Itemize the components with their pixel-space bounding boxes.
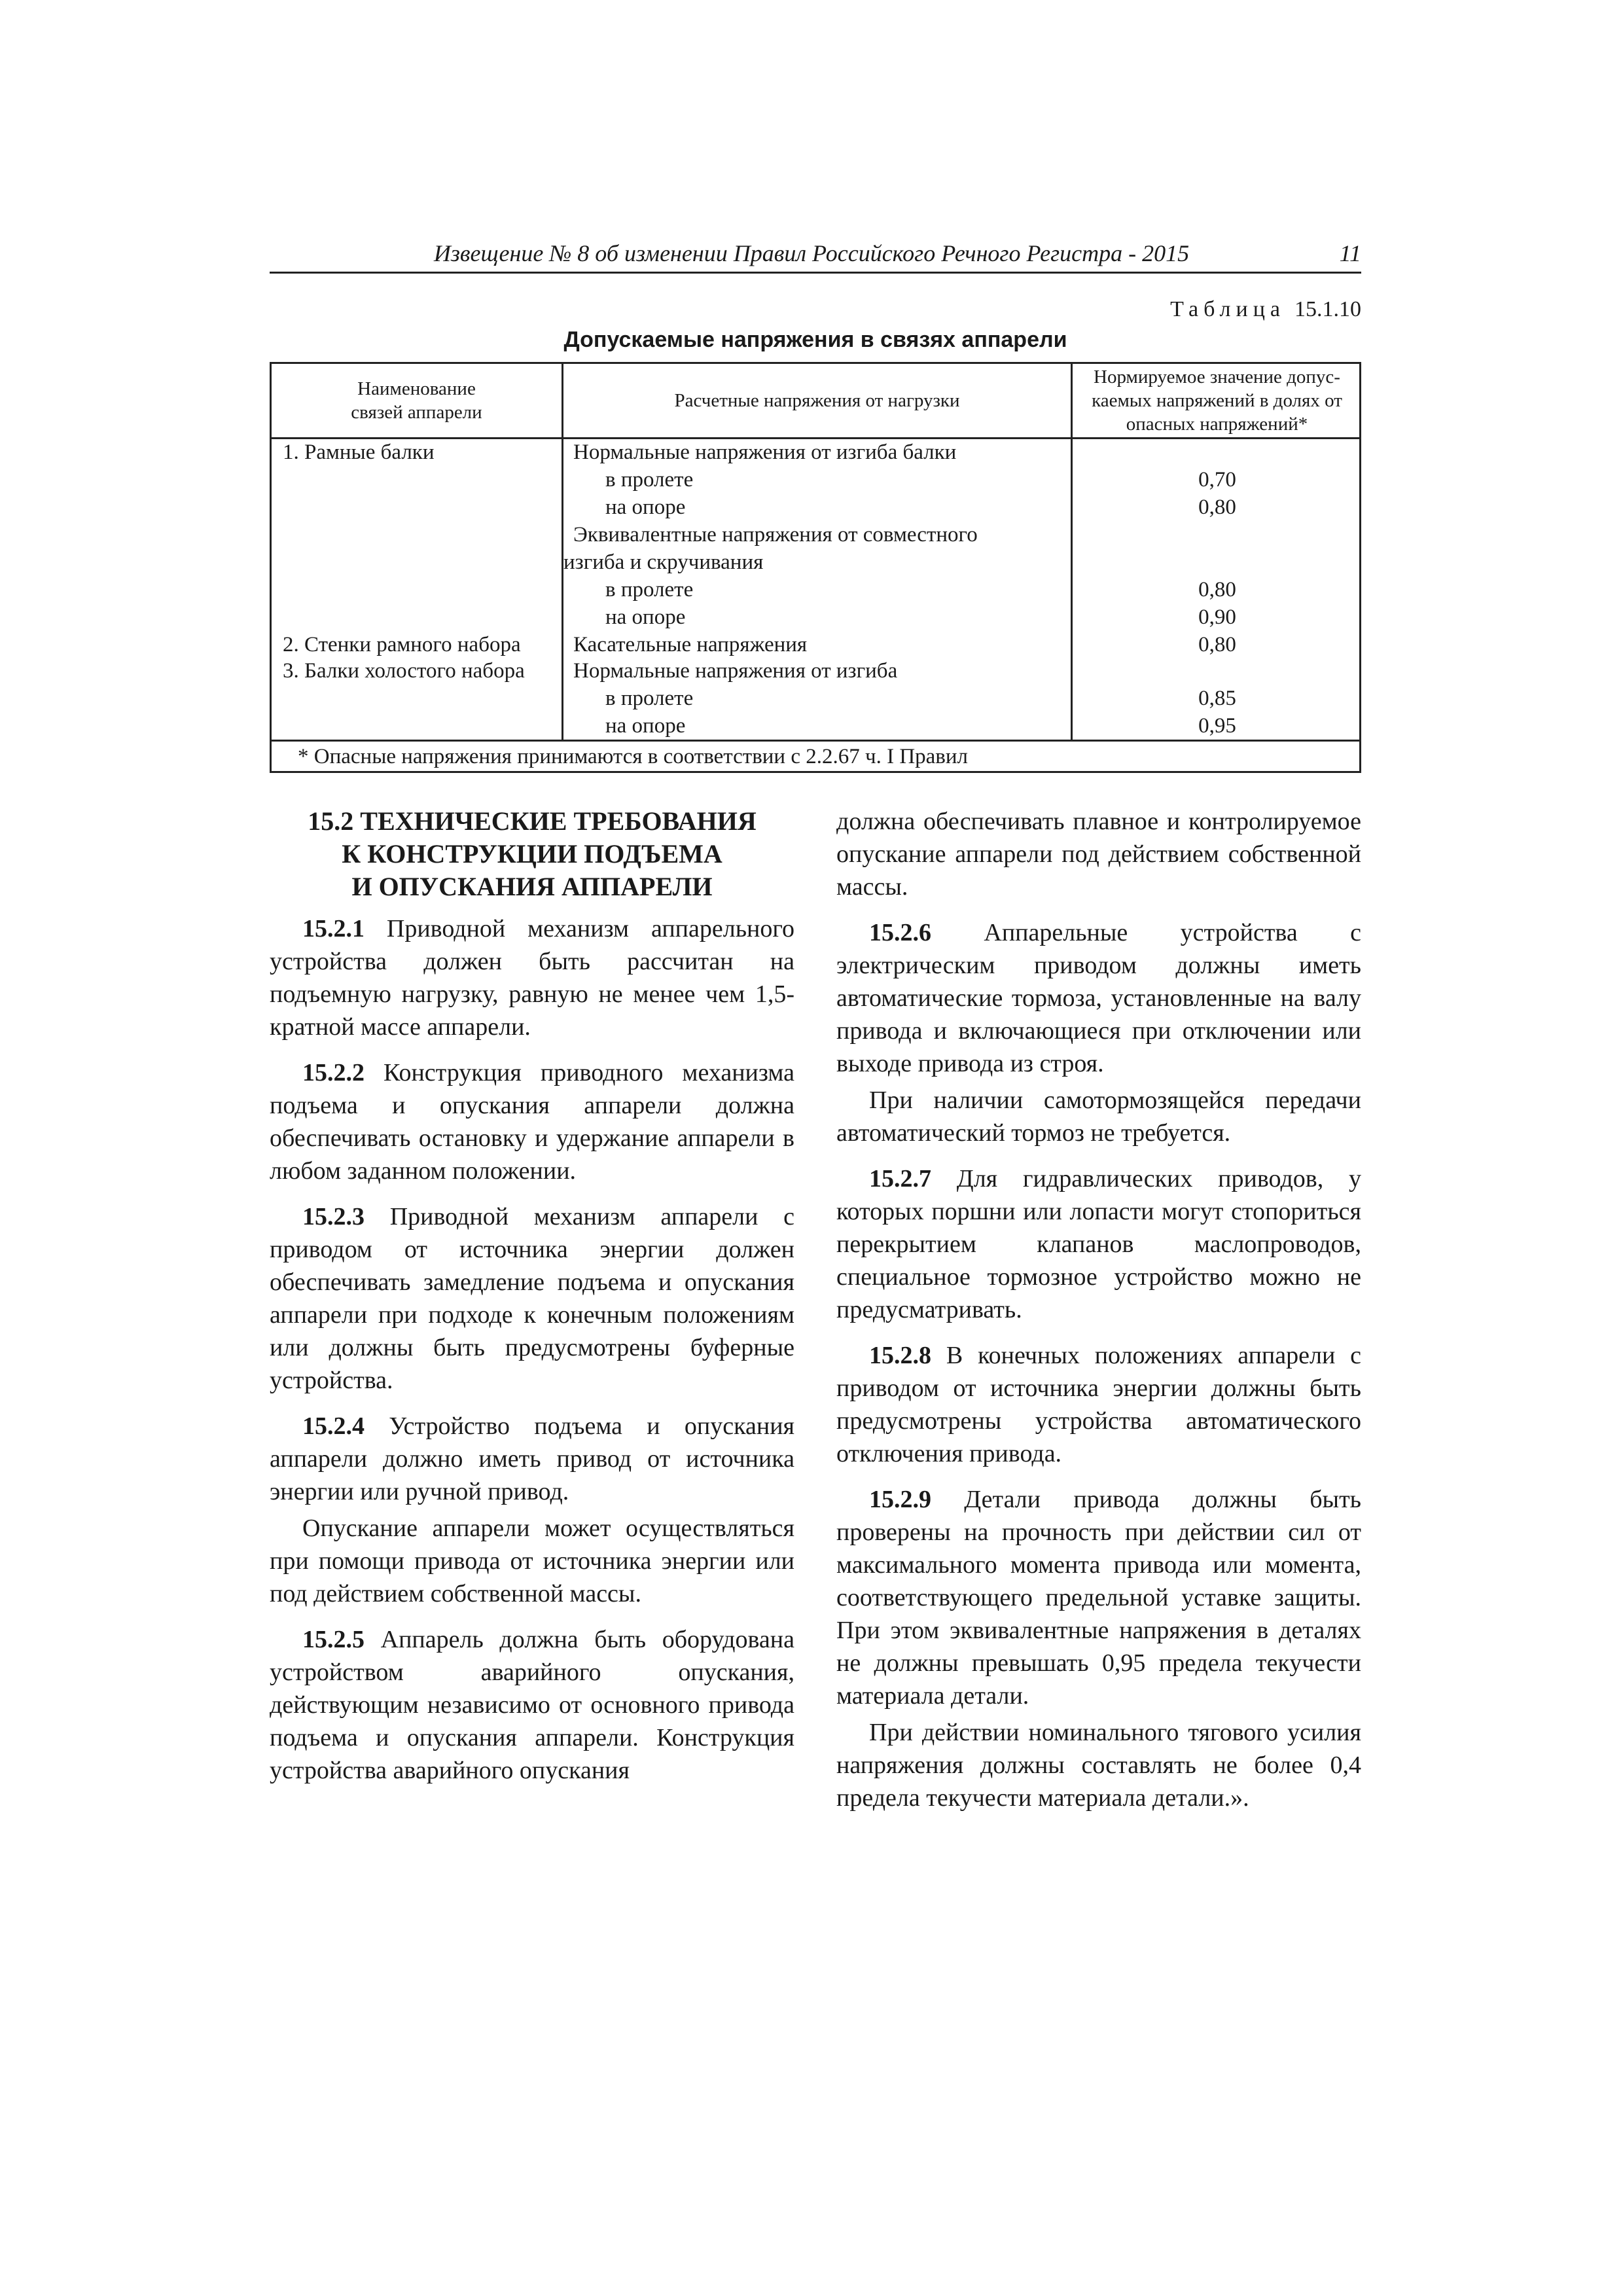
- paragraph-15-2-5-continued: должна обеспечивать плавное и контролируемое опускание аппарели под действием собственной массы.: [836, 808, 1361, 901]
- table-cell-stress: на опоре: [605, 605, 686, 629]
- paragraph-15-2-2: 15.2.2 Конструкция приводного механизма подъема и опускания аппарели должна обеспечивать остановку и удержание аппарели в любом заданном положении.: [270, 1059, 795, 1185]
- table-cell-value: 0,70: [1198, 468, 1236, 492]
- table-label: [1139, 297, 1361, 322]
- table-header-norm: Нормируемое значение допус-каемых напряжений в долях от опасных напряжений*: [1092, 367, 1342, 435]
- table-cell-value: 0,80: [1198, 633, 1236, 656]
- table-footnote: * Опасные напряжения принимаются в соответствии с 2.2.67 ч. I Правил: [298, 745, 969, 768]
- paragraph-15-2-1: 15.2.1 Приводной механизм аппарельного устройства должен быть рассчитан на подъемную нагрузку, равную не менее чем 1,5-кратной массе аппарели.: [270, 915, 794, 1041]
- paragraph-15-2-6: 15.2.6 Аппарельные устройства с электрическим приводом должны иметь автоматические тормоза, установленные на валу привода и включающиеся при отключении или выходе привода из строя.: [836, 919, 1362, 1077]
- table-cell-stress: на опоре: [605, 714, 686, 738]
- table-header-stress: Расчетные напряжения от нагрузки: [674, 390, 960, 411]
- table-title: Допускаемые напряжения в связях аппарели: [563, 327, 1067, 352]
- table-cell-name: 2. Стенки рамного набора: [283, 633, 521, 656]
- running-title: Извещение № 8 об изменении Правил Российского Речного Регистра - 2015: [433, 240, 1190, 266]
- table-cell-stress: изгиба и скручивания: [563, 550, 764, 574]
- paragraph-15-2-8: 15.2.8 В конечных положениях аппарели с приводом от источника энергии должны быть предусмотрены устройства автоматического отключения привода.: [836, 1342, 1362, 1467]
- table-cell-stress: в пролете: [605, 468, 694, 492]
- section-title: 15.2 ТЕХНИЧЕСКИЕ ТРЕБОВАНИЯ К КОНСТРУКЦИИ ПОДЪЕМА И ОПУСКАНИЯ АППАРЕЛИ: [308, 806, 757, 901]
- table-cell-name: 3. Балки холостого набора: [283, 659, 525, 683]
- table-footnote-divider: [270, 740, 1361, 742]
- left-column: [270, 805, 794, 1800]
- table-cell-stress: Касательные напряжения: [573, 633, 808, 656]
- header-rule: [270, 245, 1361, 274]
- table-cell-stress: в пролете: [605, 578, 694, 601]
- paragraph-15-2-7: 15.2.7 Для гидравлических приводов, у которых поршни или лопасти могут стопориться перекрытием клапанов маслопроводов, специальное тормозное устройство можно не предусматривать.: [836, 1165, 1362, 1323]
- table-cell-stress: Нормальные напряжения от изгиба: [573, 659, 898, 683]
- table-cell-stress: в пролете: [605, 687, 694, 710]
- paragraph-15-2-4-continued: Опускание аппарели может осуществляться при помощи привода от источника энергии или под действием собственной массы.: [270, 1515, 794, 1607]
- paragraph-15-2-4: 15.2.4 Устройство подъема и опускания аппарели должно иметь привод от источника энергии или ручной привод.: [270, 1412, 795, 1505]
- table-cell-stress: на опоре: [605, 495, 686, 519]
- paragraph-15-2-3: 15.2.3 Приводной механизм аппарели с приводом от источника энергии должен обеспечивать замедление подъема и опускания аппарели при подходе к конечным положениям или должны быть предусмотрены буферные устройства.: [270, 1203, 795, 1394]
- table-cell-value: 0,80: [1198, 495, 1236, 519]
- paragraph-15-2-6-continued: При наличии самотормозящейся передачи автоматический тормоз не требуется.: [836, 1086, 1361, 1147]
- paragraph-15-2-9-continued: При действии номинального тягового усилия напряжения должны составлять не более 0,4 предела текучести материала детали.».: [836, 1719, 1361, 1812]
- right-column: [836, 805, 1361, 1827]
- paragraph-15-2-9: 15.2.9 Детали привода должны быть проверены на прочность при действии сил от максимального момента привода или момента, соответствующего предельной уставке защиты. При этом эквивалентные напряжения в деталях не должны превышать 0,95 предела текучести материала детали.: [836, 1486, 1361, 1710]
- paragraph-15-2-5: 15.2.5 Аппарель должна быть оборудована устройством аварийного опускания, действующим независимо от основного привода подъема и опускания аппарели. Конструкция устройства аварийного опускания: [270, 1626, 795, 1784]
- table-cell-value: 0,90: [1198, 605, 1236, 629]
- page-number: 11: [1339, 240, 1361, 266]
- table-cell-value: 0,95: [1198, 714, 1236, 738]
- table-cell-name: 1. Рамные балки: [283, 440, 435, 464]
- table-cell-value: 0,80: [1198, 578, 1236, 601]
- table-label-number: 15.1.10: [1294, 297, 1361, 321]
- table-cell-value: 0,85: [1198, 687, 1236, 710]
- table-header-name: Наименование связей аппарели: [351, 378, 482, 423]
- table-label-word: Таблица: [1170, 297, 1285, 321]
- table-cell-stress: Нормальные напряжения от изгиба балки: [573, 440, 957, 464]
- table-cell-stress: Эквивалентные напряжения от совместного: [573, 523, 978, 547]
